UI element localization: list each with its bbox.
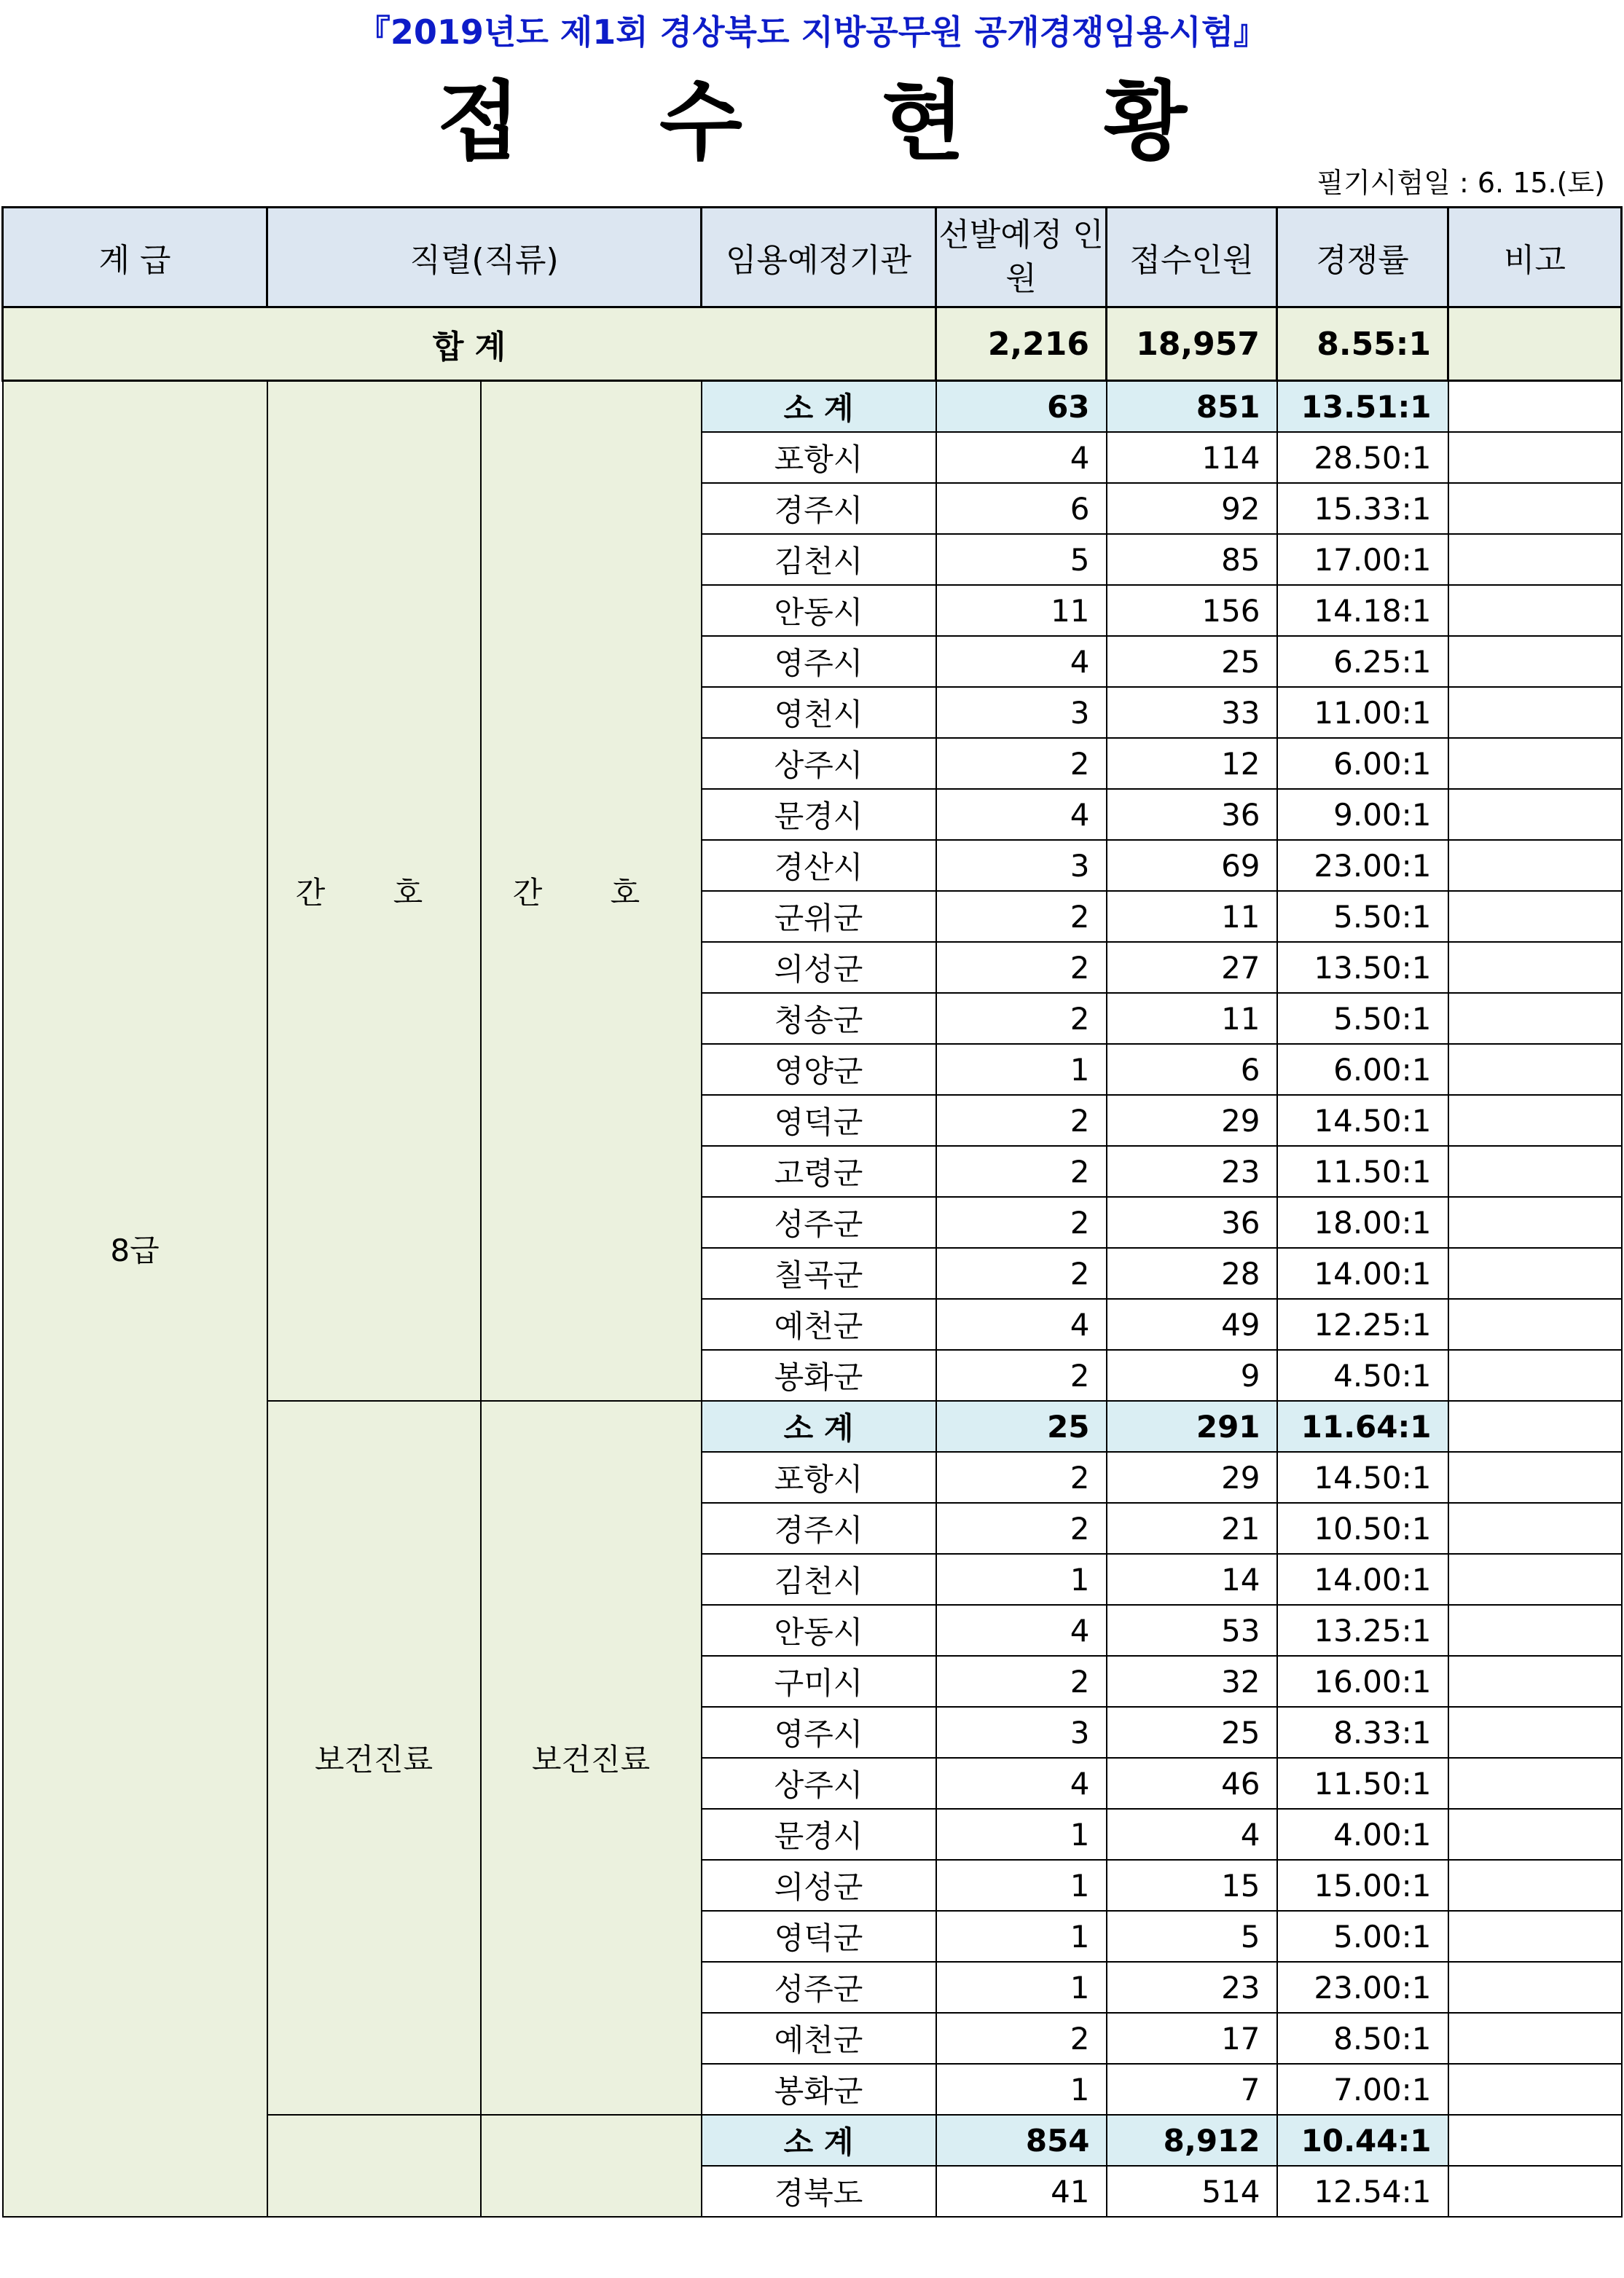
note-cell [1448, 1197, 1622, 1248]
ratio-cell: 23.00:1 [1277, 840, 1448, 891]
ratio-cell: 12.25:1 [1277, 1299, 1448, 1350]
total-note [1448, 307, 1622, 381]
note-cell [1448, 432, 1622, 483]
agency-cell: 군위군 [702, 891, 936, 942]
applicants-cell: 49 [1107, 1299, 1277, 1350]
quota-cell: 1 [936, 1860, 1107, 1911]
quota-cell: 2 [936, 1350, 1107, 1401]
application-status-table [1, 206, 1623, 2218]
exam-date: 필기시험일 : 6. 15.(토) [1317, 167, 1605, 199]
ratio-cell: 4.00:1 [1277, 1809, 1448, 1860]
ratio-cell: 16.00:1 [1277, 1656, 1448, 1707]
agency-cell: 성주군 [702, 1197, 936, 1248]
agency-cell: 고령군 [702, 1146, 936, 1197]
ratio-cell: 15.00:1 [1277, 1860, 1448, 1911]
quota-cell: 41 [936, 2166, 1107, 2217]
ratio-cell: 14.18:1 [1277, 585, 1448, 636]
applicants-cell: 29 [1107, 1452, 1277, 1503]
agency-cell: 영덕군 [702, 1095, 936, 1146]
quota-cell: 2 [936, 1248, 1107, 1299]
quota-cell: 2 [936, 2013, 1107, 2064]
agency-cell: 의성군 [702, 1860, 936, 1911]
quota-cell: 3 [936, 1707, 1107, 1758]
note-cell [1448, 1401, 1622, 1452]
ratio-cell: 11.50:1 [1277, 1758, 1448, 1809]
applicants-cell: 9 [1107, 1350, 1277, 1401]
agency-cell: 포항시 [702, 1452, 936, 1503]
ratio-cell: 11.64:1 [1277, 1401, 1448, 1452]
subtotal-row [3, 381, 1622, 433]
ratio-cell: 8.33:1 [1277, 1707, 1448, 1758]
applicants-cell: 33 [1107, 687, 1277, 738]
note-cell [1448, 585, 1622, 636]
ratio-cell: 11.50:1 [1277, 1146, 1448, 1197]
job-class-cell [481, 2115, 702, 2217]
agency-cell: 경주시 [702, 1503, 936, 1554]
quota-cell: 3 [936, 687, 1107, 738]
agency-cell: 문경시 [702, 789, 936, 840]
agency-cell: 상주시 [702, 738, 936, 789]
applicants-cell: 28 [1107, 1248, 1277, 1299]
ratio-cell: 13.50:1 [1277, 942, 1448, 993]
note-cell [1448, 840, 1622, 891]
quota-cell: 1 [936, 1809, 1107, 1860]
agency-cell: 경북도 [702, 2166, 936, 2217]
quota-cell: 2 [936, 942, 1107, 993]
quota-cell: 11 [936, 585, 1107, 636]
applicants-cell: 156 [1107, 585, 1277, 636]
applicants-cell: 69 [1107, 840, 1277, 891]
ratio-cell: 23.00:1 [1277, 1962, 1448, 2013]
job-class-cell: 보건진료 [481, 1401, 702, 2115]
agency-cell: 김천시 [702, 534, 936, 585]
quota-cell: 4 [936, 636, 1107, 687]
quota-cell: 63 [936, 381, 1107, 433]
note-cell [1448, 1605, 1622, 1656]
quota-cell: 854 [936, 2115, 1107, 2166]
agency-cell: 예천군 [702, 2013, 936, 2064]
agency-cell: 영주시 [702, 1707, 936, 1758]
applicants-cell: 46 [1107, 1758, 1277, 1809]
applicants-cell: 114 [1107, 432, 1277, 483]
note-cell [1448, 891, 1622, 942]
header-agency: 임용예정기관 [702, 208, 936, 307]
applicants-cell: 7 [1107, 2064, 1277, 2115]
note-cell [1448, 789, 1622, 840]
header-quota: 선발예정 인 원 [936, 208, 1107, 307]
agency-cell: 김천시 [702, 1554, 936, 1605]
agency-cell: 안동시 [702, 585, 936, 636]
applicants-cell: 514 [1107, 2166, 1277, 2217]
ratio-cell: 28.50:1 [1277, 432, 1448, 483]
quota-cell: 2 [936, 1095, 1107, 1146]
note-cell [1448, 1911, 1622, 1962]
ratio-cell: 4.50:1 [1277, 1350, 1448, 1401]
note-cell [1448, 687, 1622, 738]
note-cell [1448, 738, 1622, 789]
agency-cell: 상주시 [702, 1758, 936, 1809]
job-series-cell [267, 2115, 481, 2217]
ratio-cell: 15.33:1 [1277, 483, 1448, 534]
applicants-cell: 29 [1107, 1095, 1277, 1146]
ratio-cell: 14.00:1 [1277, 1554, 1448, 1605]
quota-cell: 4 [936, 1299, 1107, 1350]
note-cell [1448, 1962, 1622, 2013]
quota-cell: 2 [936, 1146, 1107, 1197]
agency-cell: 청송군 [702, 993, 936, 1044]
note-cell [1448, 1146, 1622, 1197]
total-label: 합 계 [3, 307, 936, 381]
quota-cell: 4 [936, 1758, 1107, 1809]
document-subtitle: 『2019년도 제1회 경상북도 지방공무원 공개경쟁임용시험』 [356, 12, 1268, 52]
subtotal-label: 소 계 [702, 1401, 936, 1452]
applicants-cell: 11 [1107, 891, 1277, 942]
applicants-cell: 53 [1107, 1605, 1277, 1656]
applicants-cell: 25 [1107, 636, 1277, 687]
applicants-cell: 851 [1107, 381, 1277, 433]
note-cell [1448, 2013, 1622, 2064]
quota-cell: 3 [936, 840, 1107, 891]
agency-cell: 봉화군 [702, 2064, 936, 2115]
agency-cell: 봉화군 [702, 1350, 936, 1401]
quota-cell: 25 [936, 1401, 1107, 1452]
applicants-cell: 4 [1107, 1809, 1277, 1860]
ratio-cell: 7.00:1 [1277, 2064, 1448, 2115]
applicants-cell: 15 [1107, 1860, 1277, 1911]
applicants-cell: 291 [1107, 1401, 1277, 1452]
note-cell [1448, 1299, 1622, 1350]
applicants-cell: 25 [1107, 1707, 1277, 1758]
ratio-cell: 8.50:1 [1277, 2013, 1448, 2064]
quota-cell: 2 [936, 1197, 1107, 1248]
applicants-cell: 32 [1107, 1656, 1277, 1707]
note-cell [1448, 1707, 1622, 1758]
note-cell [1448, 2166, 1622, 2217]
applicants-cell: 23 [1107, 1146, 1277, 1197]
header-job-series: 직렬(직류) [267, 208, 702, 307]
header-ratio: 경쟁률 [1277, 208, 1448, 307]
note-cell [1448, 1095, 1622, 1146]
applicants-cell: 5 [1107, 1911, 1277, 1962]
note-cell [1448, 1503, 1622, 1554]
ratio-cell: 9.00:1 [1277, 789, 1448, 840]
ratio-cell: 11.00:1 [1277, 687, 1448, 738]
applicants-cell: 85 [1107, 534, 1277, 585]
applicants-cell: 36 [1107, 1197, 1277, 1248]
ratio-cell: 5.50:1 [1277, 891, 1448, 942]
quota-cell: 1 [936, 1962, 1107, 2013]
note-cell [1448, 1809, 1622, 1860]
applicants-cell: 8,912 [1107, 2115, 1277, 2166]
applicants-cell: 36 [1107, 789, 1277, 840]
header-applicants: 접수인원 [1107, 208, 1277, 307]
ratio-cell: 13.51:1 [1277, 381, 1448, 433]
quota-cell: 2 [936, 1656, 1107, 1707]
agency-cell: 칠곡군 [702, 1248, 936, 1299]
total-quota: 2,216 [936, 307, 1107, 381]
note-cell [1448, 1350, 1622, 1401]
ratio-cell: 6.00:1 [1277, 738, 1448, 789]
applicants-cell: 14 [1107, 1554, 1277, 1605]
job-class-cell: 간 호 [481, 381, 702, 1402]
subtotal-label: 소 계 [702, 2115, 936, 2166]
total-ratio: 8.55:1 [1277, 307, 1448, 381]
ratio-cell: 14.50:1 [1277, 1095, 1448, 1146]
agency-cell: 영주시 [702, 636, 936, 687]
ratio-cell: 10.44:1 [1277, 2115, 1448, 2166]
agency-cell: 경주시 [702, 483, 936, 534]
note-cell [1448, 381, 1622, 433]
agency-cell: 성주군 [702, 1962, 936, 2013]
ratio-cell: 5.00:1 [1277, 1911, 1448, 1962]
ratio-cell: 10.50:1 [1277, 1503, 1448, 1554]
quota-cell: 1 [936, 2064, 1107, 2115]
agency-cell: 구미시 [702, 1656, 936, 1707]
agency-cell: 예천군 [702, 1299, 936, 1350]
ratio-cell: 18.00:1 [1277, 1197, 1448, 1248]
note-cell [1448, 2115, 1622, 2166]
note-cell [1448, 636, 1622, 687]
applicants-cell: 27 [1107, 942, 1277, 993]
applicants-cell: 92 [1107, 483, 1277, 534]
total-applicants: 18,957 [1107, 307, 1277, 381]
applicants-cell: 23 [1107, 1962, 1277, 2013]
note-cell [1448, 993, 1622, 1044]
ratio-cell: 6.25:1 [1277, 636, 1448, 687]
agency-cell: 경산시 [702, 840, 936, 891]
quota-cell: 2 [936, 891, 1107, 942]
quota-cell: 4 [936, 789, 1107, 840]
document-title: 접 수 현 황 [436, 71, 1188, 172]
note-cell [1448, 483, 1622, 534]
subtotal-label: 소 계 [702, 381, 936, 433]
quota-cell: 1 [936, 1911, 1107, 1962]
grade-cell: 8급 [3, 381, 267, 2218]
quota-cell: 2 [936, 1452, 1107, 1503]
quota-cell: 2 [936, 993, 1107, 1044]
applicants-cell: 6 [1107, 1044, 1277, 1095]
agency-cell: 포항시 [702, 432, 936, 483]
quota-cell: 5 [936, 534, 1107, 585]
note-cell [1448, 1656, 1622, 1707]
note-cell [1448, 1452, 1622, 1503]
quota-cell: 4 [936, 432, 1107, 483]
note-cell [1448, 534, 1622, 585]
agency-cell: 의성군 [702, 942, 936, 993]
agency-cell: 영천시 [702, 687, 936, 738]
quota-cell: 2 [936, 738, 1107, 789]
note-cell [1448, 2064, 1622, 2115]
note-cell [1448, 1758, 1622, 1809]
agency-cell: 문경시 [702, 1809, 936, 1860]
job-series-cell: 간 호 [267, 381, 481, 1402]
header-grade: 계 급 [3, 208, 267, 307]
total-row [3, 307, 1622, 381]
quota-cell: 6 [936, 483, 1107, 534]
header-note: 비고 [1448, 208, 1622, 307]
ratio-cell: 6.00:1 [1277, 1044, 1448, 1095]
note-cell [1448, 1860, 1622, 1911]
agency-cell: 안동시 [702, 1605, 936, 1656]
ratio-cell: 5.50:1 [1277, 993, 1448, 1044]
note-cell [1448, 942, 1622, 993]
job-series-cell: 보건진료 [267, 1401, 481, 2115]
quota-cell: 4 [936, 1605, 1107, 1656]
ratio-cell: 13.25:1 [1277, 1605, 1448, 1656]
ratio-cell: 17.00:1 [1277, 534, 1448, 585]
applicants-cell: 17 [1107, 2013, 1277, 2064]
quota-cell: 1 [936, 1554, 1107, 1605]
applicants-cell: 21 [1107, 1503, 1277, 1554]
ratio-cell: 12.54:1 [1277, 2166, 1448, 2217]
applicants-cell: 11 [1107, 993, 1277, 1044]
agency-cell: 영양군 [702, 1044, 936, 1095]
note-cell [1448, 1554, 1622, 1605]
note-cell [1448, 1044, 1622, 1095]
note-cell [1448, 1248, 1622, 1299]
applicants-cell: 12 [1107, 738, 1277, 789]
quota-cell: 2 [936, 1503, 1107, 1554]
ratio-cell: 14.50:1 [1277, 1452, 1448, 1503]
header-row [3, 208, 1622, 307]
ratio-cell: 14.00:1 [1277, 1248, 1448, 1299]
agency-cell: 영덕군 [702, 1911, 936, 1962]
quota-cell: 1 [936, 1044, 1107, 1095]
